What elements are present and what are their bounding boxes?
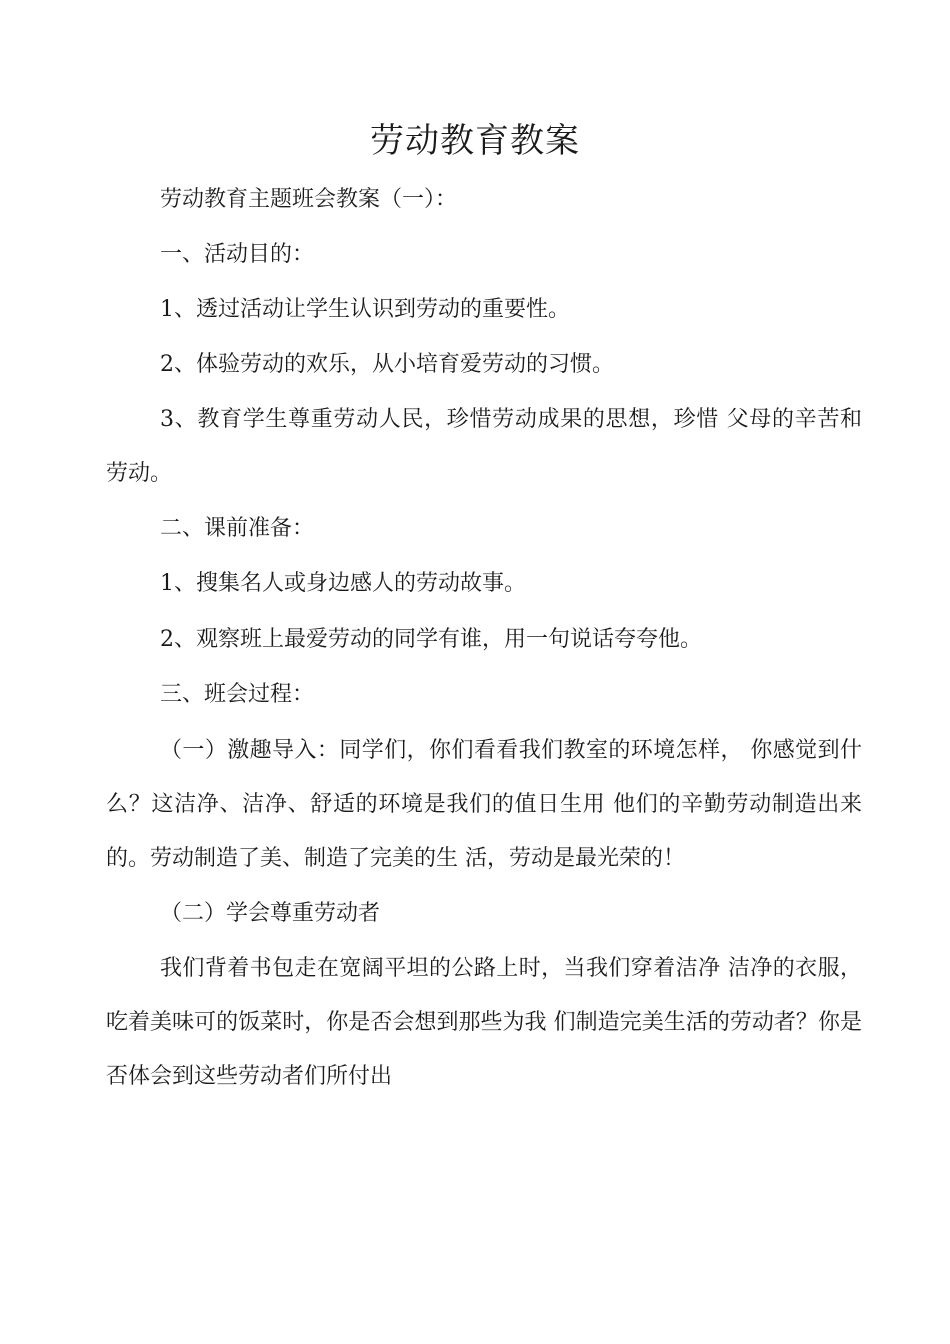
- paragraph: （一）激趣导入：同学们，你们看看我们教室的环境怎样， 你感觉到什么？这洁净、洁净、舒适的环境是我们的值日生用 他们的辛勤劳动制造出来的。劳动制造了美、制造了完美的生 活，劳动是最光荣的！: [106, 738, 862, 871]
- document-title: 劳动教育教案: [370, 121, 580, 161]
- section-heading-preparation: 二、课前准备：: [160, 516, 315, 541]
- paragraph: 1、搜集名人或身边感人的劳动故事。: [160, 571, 526, 596]
- paragraph: 3、教育学生尊重劳动人民，珍惜劳动成果的思想，珍惜 父母的辛苦和劳动。: [106, 407, 862, 486]
- paragraph: 2、观察班上最爱劳动的同学有谁，用一句说话夸夸他。: [160, 627, 702, 652]
- subsection-heading: （二）学会尊重劳动者: [160, 901, 381, 926]
- paragraph: 1、透过活动让学生认识到劳动的重要性。: [160, 297, 570, 322]
- paragraph: 我们背着书包走在宽阔平坦的公路上时，当我们穿着洁净 洁净的衣服，吃着美味可的饭菜时，你是否会想到那些为我 们制造完美生活的劳动者？你是否体会到这些劳动者们所付出: [106, 956, 862, 1089]
- section-heading-process: 三、班会过程：: [160, 682, 315, 707]
- section-heading-goals: 一、活动目的：: [160, 242, 315, 267]
- paragraph-heading: 劳动教育主题班会教案（一）：: [160, 187, 458, 212]
- paragraph: 2、体验劳动的欢乐，从小培育爱劳动的习惯。: [160, 352, 614, 377]
